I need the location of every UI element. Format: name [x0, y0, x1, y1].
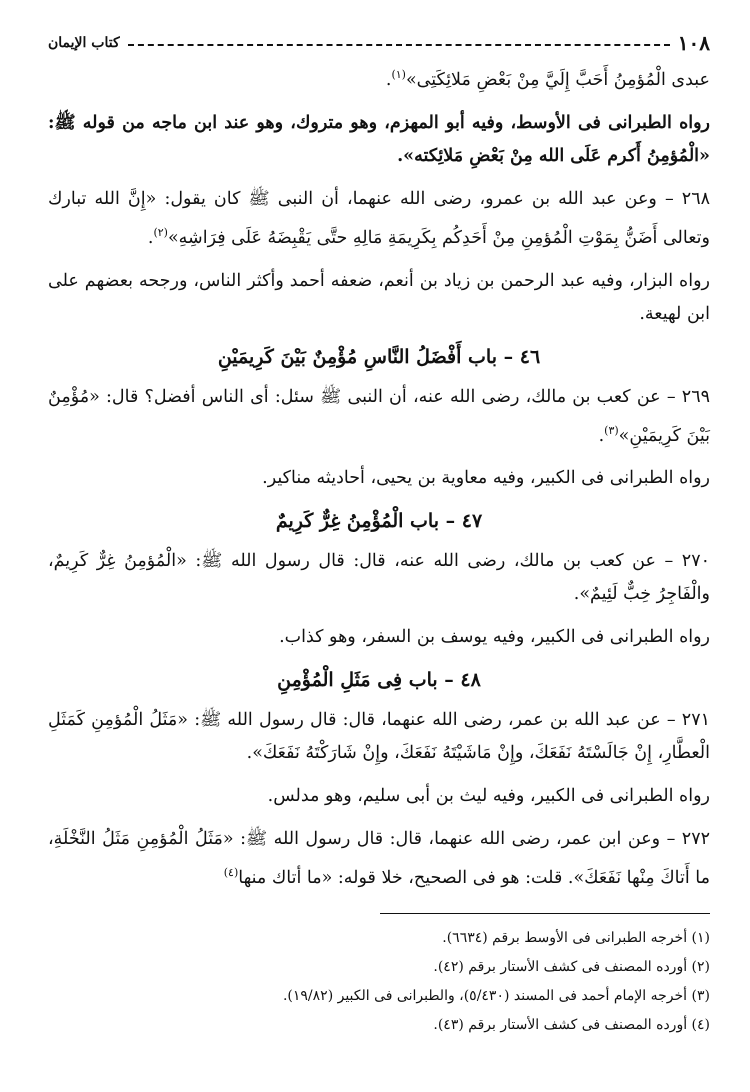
header-rule: [128, 44, 670, 46]
paragraph-text: ٢٧٢ – وعن ابن عمر، رضى الله عنهما، قال: قال رسول الله ﷺ: «مَثَلُ الْمُؤمِنِ مَثَلُ النَّخْلَةِ، ما أَتاكَ مِنْها نَفَعَكَ». قلت: هو فى الصحيح، خلا قوله: «ما أتاك منها: [48, 829, 710, 889]
main-text: [48, 58, 710, 895]
paragraph-text: رواه الطبرانى فى الكبير، وفيه معاوية بن يحيى، أحاديثه مناكير.: [262, 468, 710, 489]
hadith-270: [48, 545, 710, 611]
paragraph: [48, 780, 710, 813]
chapter-heading-48: ٤٨ – باب فِى مَثَلِ الْمُؤْمِنِ: [277, 669, 481, 692]
footnote-ref-1: (١): [391, 68, 406, 81]
paragraph: [48, 462, 710, 495]
chapter-heading-47: ٤٧ – باب الْمُؤْمِنُ غِرٌّ كَرِيمٌ: [275, 510, 483, 533]
paragraph-text: رواه الطبرانى فى الأوسط، وفيه أبو المهزم، وهو متروك، وهو عند ابن ماجه من قوله ﷺ: «الْمُؤمِنُ أَكرم عَلَى الله مِنْ بَعْضِ مَلائِكته».: [48, 112, 710, 166]
hadith-272: [48, 823, 710, 895]
footnote-ref-2: (٢): [153, 225, 168, 239]
book-page: [48, 28, 710, 1082]
paragraph: [48, 621, 710, 654]
page-number: ١٠٨: [677, 31, 710, 55]
paragraph-text: ٢٧٠ – عن كعب بن مالك، رضى الله عنه، قال: قال رسول الله ﷺ: «الْمُؤمِنُ غِرٌّ كَرِيمٌ، والْفَاجِرُ خِبٌّ لَئِيمٌ».: [48, 551, 710, 605]
paragraph-text: رواه الطبرانى فى الكبير، وفيه ليث بن أبى سليم، وهو مدلس.: [267, 786, 710, 807]
footnote-separator: [380, 913, 710, 914]
hadith-269: ٢٦٩ – عن كعب بن مالك، رضى الله عنه، أن النبى ﷺ سئل: أى الناس أفضل؟ قال: «مُؤْمِنٌ بَيْنَ كَرِيمَيْنِ»$^{(٣)}$.: [48, 386, 710, 446]
paragraph-text: ٢٦٨ – وعن عبد الله بن عمرو، رضى الله عنهما، أن النبى ﷺ كان يقول: «إِنَّ الله تبارك وتعالى أَضَنُّ بِمَوْتِ الْمُؤمِنِ مِنْ أَحَدِكُم بِكَرِيمَةِ مَالِهِ حتَّى يَقْبِضَهُ عَلَى فِرَاشِهِ»: [48, 188, 710, 248]
footnote-3: (٣) أخرجه الإمام أحمد فى المسند (٥/٤٣٠)، والطبرانى فى الكبير (١٩/٨٢).: [282, 988, 710, 1005]
footnote-ref-3: (٣): [604, 423, 619, 437]
footnote-ref-4: (٤): [223, 866, 239, 880]
footnote-4: (٤) أورده المصنف فى كشف الأستار برقم (٤٣).: [433, 1017, 710, 1034]
running-title: كتاب الإيمان: [48, 35, 120, 51]
hadith-268: ٢٦٨ – وعن عبد الله بن عمرو، رضى الله عنهما، أن النبى ﷺ كان يقول: «إِنَّ الله تبارك وتعالى أَضَنُّ بِمَوْتِ الْمُؤمِنِ مِنْ أَحَدِكُم بِكَرِيمَةِ مَالِهِ حتَّى يَقْبِضَهُ عَلَى فِرَاشِهِ»$^{(٢)}$.: [48, 188, 710, 248]
footnote-1: (١) أخرجه الطبرانى فى الأوسط برقم (٦٦٣٤).: [442, 930, 710, 947]
footnote-2: (٢) أورده المصنف فى كشف الأستار برقم (٤٢).: [433, 959, 710, 976]
paragraph: [48, 107, 710, 173]
paragraph-text: ٢٧١ – عن عبد الله بن عمر، رضى الله عنهما، قال: قال رسول الله ﷺ: «مَثَلُ الْمُؤمِنِ كَمَثَلِ الْعطَّارِ، إِنْ جَالَسْتَهُ نَفَعَكَ، وإِنْ مَاشَيْتَهُ نَفَعَكَ، وإِنْ شَارَكْتَهُ نَفَعَكَ».: [48, 710, 710, 764]
paragraph-text: رواه البزار، وفيه عبد الرحمن بن زياد بن أنعم، ضعفه أحمد وأكثر الناس، ورجحه بعضهم على ابن لهيعة.: [48, 270, 710, 324]
chapter-heading-46: ٤٦ – باب أَفْضَلُ النَّاسِ مُؤْمِنٌ بَيْنَ كَرِيمَيْنِ: [217, 345, 541, 368]
hadith-271: [48, 704, 710, 770]
page-header: [48, 28, 710, 58]
footnotes: [48, 924, 710, 1040]
paragraph-text: عبدى الْمُؤمِنُ أَحَبَّ إِلَيَّ مِنْ بَعْضِ مَلائِكَتِى»: [405, 69, 710, 90]
paragraph: عبدى الْمُؤمِنُ أَحَبَّ إِلَيَّ مِنْ بَعْضِ مَلائِكَتِى»$^{(١)}$.: [385, 68, 710, 90]
paragraph: [48, 265, 710, 331]
paragraph-text: ٢٦٩ – عن كعب بن مالك، رضى الله عنه، أن النبى ﷺ سئل: أى الناس أفضل؟ قال: «مُؤْمِنٌ بَيْنَ كَرِيمَيْنِ»: [48, 386, 710, 446]
paragraph-text: رواه الطبرانى فى الكبير، وفيه يوسف بن السفر، وهو كذاب.: [279, 627, 710, 648]
